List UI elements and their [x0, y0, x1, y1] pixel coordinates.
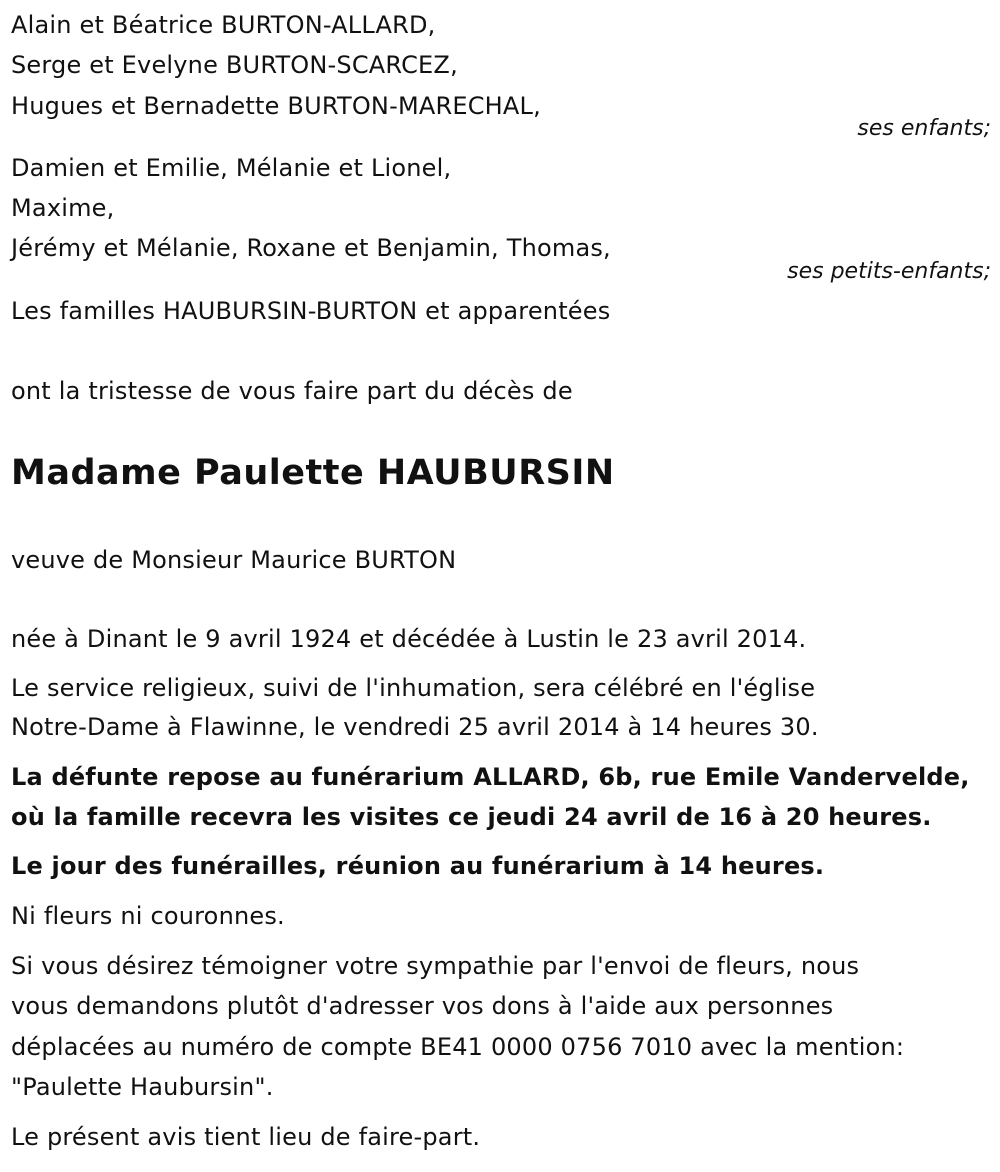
birth-death: née à Dinant le 9 avril 1924 et décédée à Lustin le 23 avril 2014. [11, 625, 807, 653]
no-flowers: Ni fleurs ni couronnes. [11, 902, 285, 930]
children-label: ses enfants; [857, 116, 991, 141]
announcement: ont la tristesse de vous faire part du décès de [11, 377, 573, 405]
grandchildren-label: ses petits-enfants; [787, 259, 991, 284]
repose-line: La défunte repose au funérarium ALLARD, 6b, rue Emile Vandervelde, [11, 763, 970, 791]
repose-line: où la famille recevra les visites ce jeudi 24 avril de 16 à 20 heures. [11, 803, 932, 831]
service-line: Notre-Dame à Flawinne, le vendredi 25 avril 2014 à 14 heures 30. [11, 713, 819, 741]
child-line: Alain et Béatrice BURTON-ALLARD, [11, 11, 436, 39]
grandchild-line: Jérémy et Mélanie, Roxane et Benjamin, Thomas, [11, 234, 611, 262]
donation-line: vous demandons plutôt d'adresser vos dons à l'aide aux personnes [11, 992, 834, 1020]
closing: Le présent avis tient lieu de faire-part. [11, 1123, 481, 1151]
donation-line: "Paulette Haubursin". [11, 1073, 274, 1101]
funeral-day: Le jour des funérailles, réunion au funérarium à 14 heures. [11, 852, 825, 880]
child-line: Serge et Evelyne BURTON-SCARCEZ, [11, 51, 458, 79]
widow-of: veuve de Monsieur Maurice BURTON [11, 546, 457, 574]
deceased-name: Madame Paulette HAUBURSIN [11, 453, 615, 493]
families-line: Les familles HAUBURSIN-BURTON et apparentées [11, 297, 611, 325]
service-line: Le service religieux, suivi de l'inhumation, sera célébré en l'église [11, 674, 816, 702]
grandchild-line: Maxime, [11, 194, 115, 222]
child-line: Hugues et Bernadette BURTON-MARECHAL, [11, 92, 541, 120]
donation-line: déplacées au numéro de compte BE41 0000 0756 7010 avec la mention: [11, 1033, 905, 1061]
grandchild-line: Damien et Emilie, Mélanie et Lionel, [11, 154, 452, 182]
donation-line: Si vous désirez témoigner votre sympathie par l'envoi de fleurs, nous [11, 952, 860, 980]
